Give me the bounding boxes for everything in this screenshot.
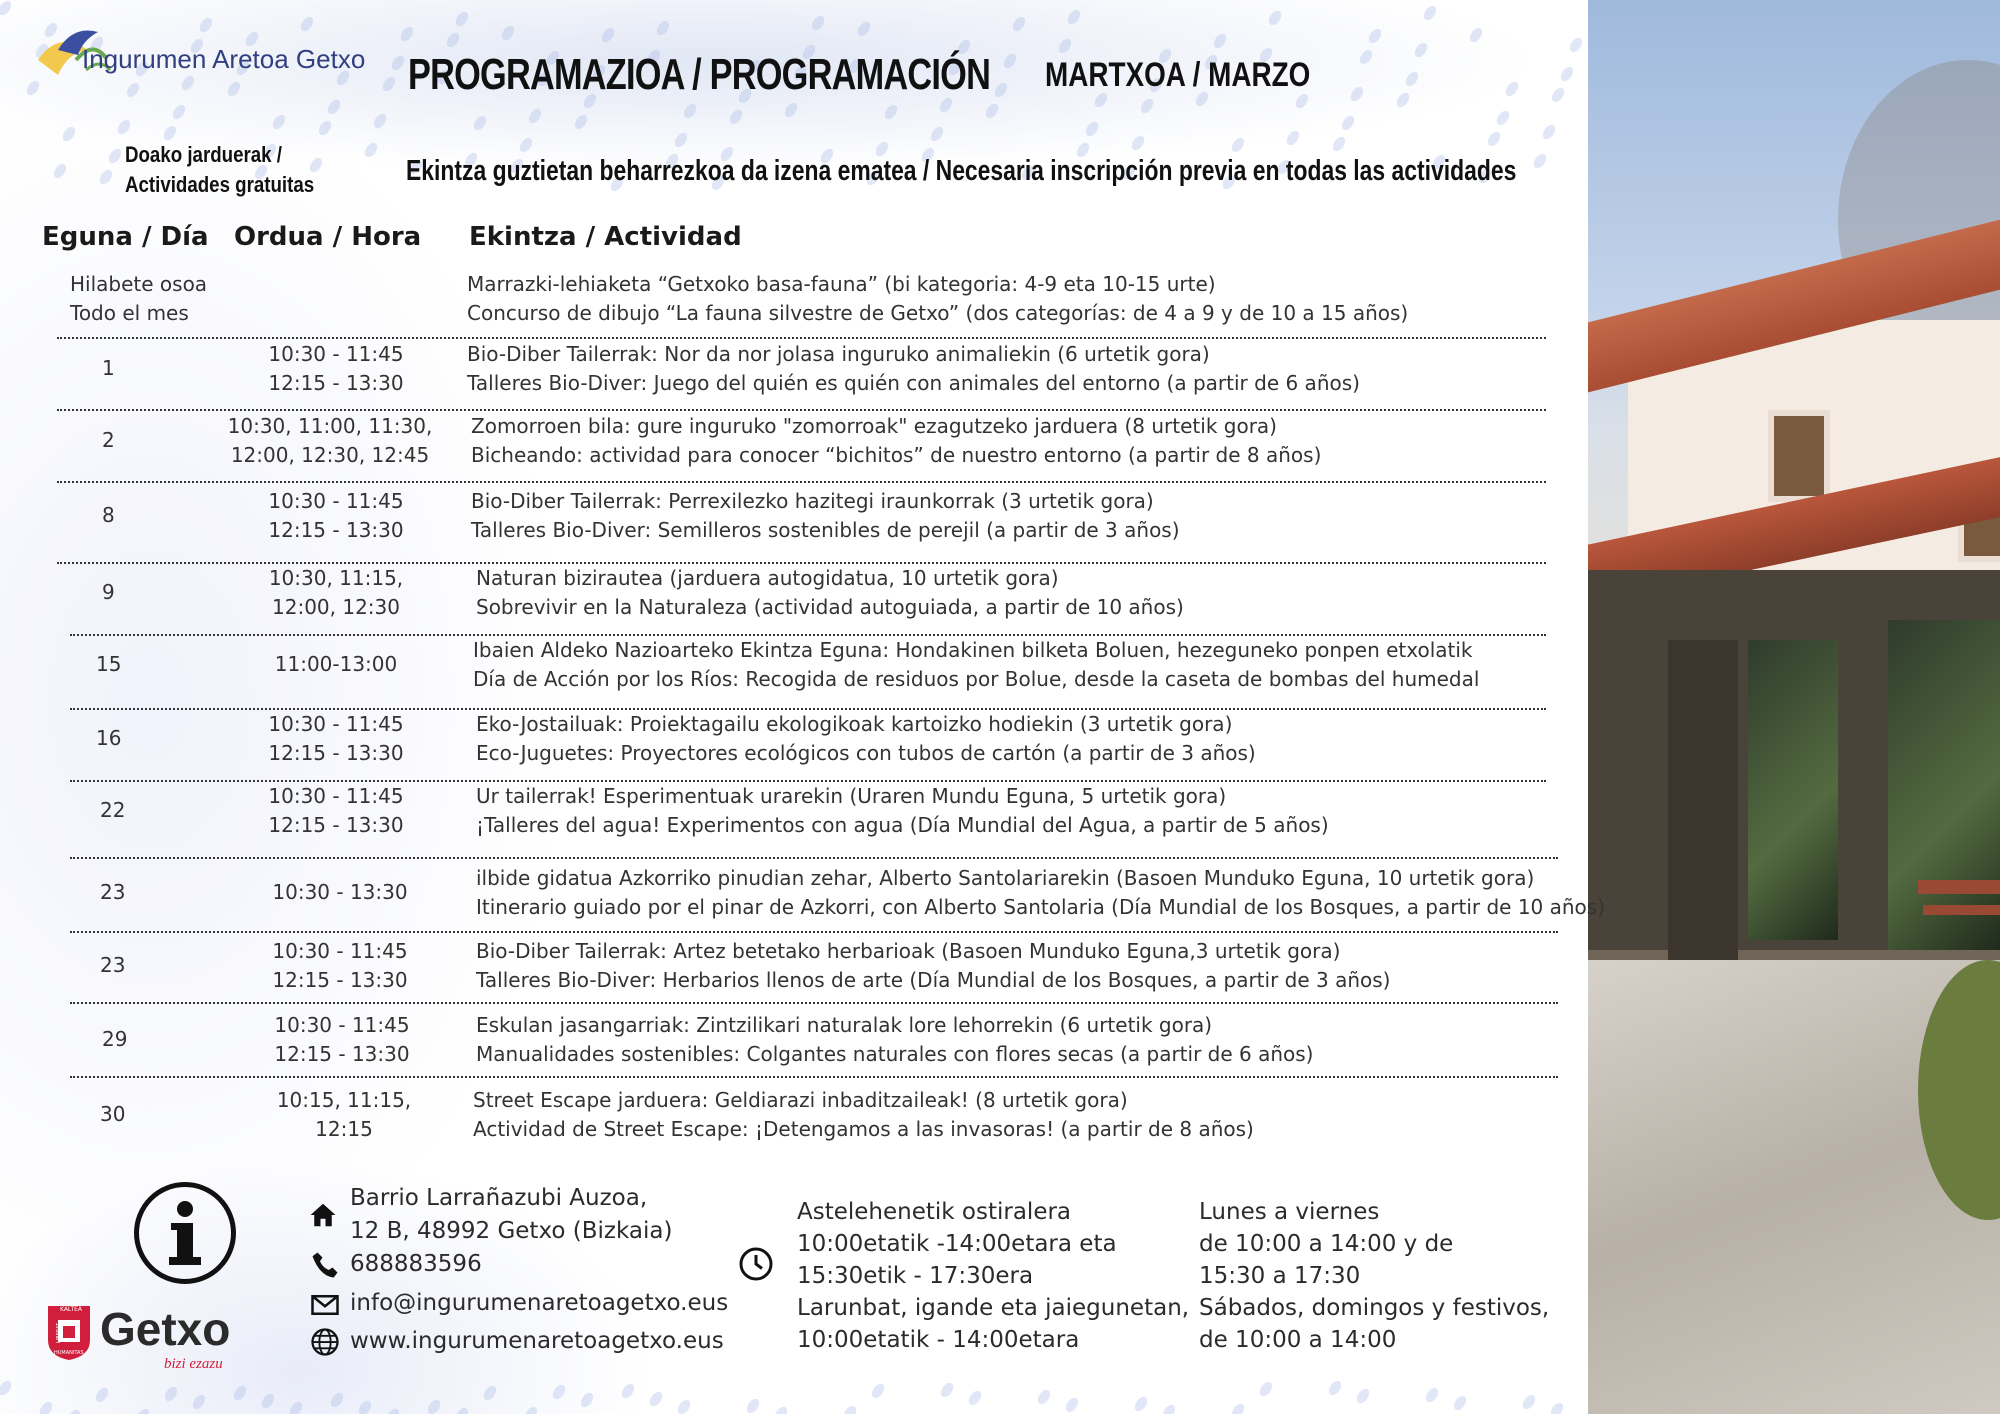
day-cell: [102, 1025, 127, 1054]
day-line-1: 22: [100, 798, 126, 822]
table-row: [0, 487, 1588, 551]
logo-text: Ingurumen Aretoa Getxo: [82, 44, 366, 74]
activity-cell: [471, 412, 1321, 470]
pattern-dot: [398, 25, 415, 44]
hours-es-1: Lunes a viernes: [1199, 1199, 1380, 1225]
hours-eu-4: Larunbat, igande eta jaiegunetan,: [797, 1295, 1190, 1321]
pattern-dot: [526, 107, 543, 126]
hour-line-1: 10:30, 11:00, 11:30,: [227, 414, 433, 438]
pattern-dot: [1485, 130, 1502, 149]
pattern-dot: [444, 31, 461, 50]
day-cell: [102, 578, 115, 607]
pattern-dot: [744, 1397, 761, 1414]
activity-spanish: Concurso de dibujo “La fauna silvestre de Getxo” (dos categorías: de 4 a 9 y de 10 a 15 años): [467, 301, 1409, 325]
pattern-dot: [1423, 1386, 1440, 1405]
pattern-dot: [106, 147, 123, 166]
pattern-dot: [371, 112, 388, 131]
pattern-dot: [1211, 32, 1228, 51]
table-row: [0, 1086, 1588, 1150]
hour-cell: [216, 340, 456, 398]
pattern-dot: [325, 98, 342, 117]
hour-line-2: 12:15 - 13:30: [268, 371, 404, 395]
pattern-dot: [481, 1384, 498, 1403]
hour-line-1: 11:00-13:00: [274, 652, 398, 676]
activity-basque: Bio-Diber Tailerrak: Nor da nor jolasa inguruko animaliekin (6 urtetik gora): [467, 342, 1210, 366]
free-activities-line-2: Actividades gratuitas: [125, 172, 315, 197]
pattern-dot: [572, 113, 589, 132]
pattern-dot: [1065, 8, 1082, 27]
activity-spanish: Talleres Bio-Diver: Semilleros sostenibles de perejil (a partir de 3 años): [471, 518, 1180, 542]
pattern-dot: [522, 1405, 539, 1414]
pattern-dot: [170, 103, 187, 122]
shield-text-2: LIBERAT: [56, 1322, 63, 1344]
day-cell: [102, 501, 115, 530]
hour-cell: [220, 878, 460, 907]
pattern-dot: [362, 141, 379, 160]
pattern-dot: [134, 1407, 151, 1414]
pattern-dot: [471, 114, 488, 133]
activity-basque: Ur tailerrak! Esperimentuak urarekin (Uraren Mundu Eguna, 5 urtetik gora): [476, 784, 1227, 808]
email-link[interactable]: info@ingurumenaretoagetxo.eus: [350, 1290, 729, 1316]
pattern-dot: [316, 119, 333, 138]
activity-cell: [476, 1011, 1313, 1069]
pattern-dot: [1229, 1402, 1246, 1414]
activity-basque: Street Escape jarduera: Geldiarazi inbaditzaileak! (8 urtetik gora): [473, 1088, 1128, 1112]
hours-es-2: de 10:00 a 14:00 y de: [1199, 1231, 1454, 1257]
free-activities-label: [125, 140, 314, 200]
table-row: [0, 937, 1588, 1001]
activity-spanish: Bicheando: actividad para conocer “bichitos” de nuestro entorno (a partir de 8 años): [471, 443, 1322, 467]
hour-cell: [216, 782, 456, 840]
row-separator: [70, 708, 1546, 710]
day-cell: [100, 1100, 125, 1129]
hours-eu-1: Astelehenetik ostiralera: [797, 1199, 1072, 1225]
pattern-dot: [1266, 9, 1283, 28]
activity-cell: [471, 487, 1180, 545]
row-separator: [70, 780, 1546, 782]
pattern-dot: [647, 1390, 664, 1409]
pattern-dot: [675, 1398, 692, 1414]
row-separator: [70, 634, 1546, 636]
activity-cell: [467, 340, 1360, 398]
pattern-dot: [1160, 1403, 1177, 1414]
hour-line-1: 10:30 - 11:45: [272, 939, 408, 963]
day-cell: [96, 724, 121, 753]
hours-eu-3: 15:30etik - 17:30era: [797, 1263, 1034, 1289]
activity-spanish: ¡Talleres del agua! Experimentos con agua (Día Mundial del Agua, a partir de 5 años): [476, 813, 1329, 837]
pattern-dot: [1348, 85, 1365, 104]
hour-line-1: 10:30 - 11:45: [268, 489, 404, 513]
pattern-dot: [115, 118, 132, 137]
pattern-dot: [550, 1383, 567, 1402]
pattern-dot: [1001, 52, 1018, 71]
hours-eu-5: 10:00etatik - 14:00etara: [797, 1327, 1080, 1353]
pattern-dot: [259, 1392, 276, 1411]
pattern-dot: [1366, 27, 1383, 46]
pattern-dot: [231, 1384, 248, 1403]
column-header-activity: Ekintza / Actividad: [469, 222, 742, 252]
pattern-dot: [356, 1399, 373, 1414]
hour-line-2: 12:15 - 13:30: [268, 813, 404, 837]
row-separator: [57, 337, 1546, 339]
mail-icon: [310, 1290, 340, 1320]
pattern-dot: [1326, 1379, 1343, 1398]
pattern-dot: [389, 54, 406, 73]
day-line-1: 1: [102, 356, 115, 380]
pattern-dot: [882, 103, 899, 122]
day-line-1: 8: [102, 503, 115, 527]
activity-spanish: Eco-Juguetes: Proyectores ecológicos con tubos de cartón (a partir de 3 años): [476, 741, 1256, 765]
activity-spanish: Actividad de Street Escape: ¡Detengamos a las invasoras! (a partir de 8 años): [473, 1117, 1254, 1141]
row-separator: [70, 857, 1558, 859]
day-cell: [100, 878, 125, 907]
pattern-dot: [453, 1406, 470, 1414]
pattern-dot: [65, 1408, 82, 1414]
hour-line-1: 10:15, 11:15,: [276, 1088, 412, 1112]
hour-line-1: 10:30, 11:15,: [268, 566, 404, 590]
address-line-1: Barrio Larrañazubi Auzoa,: [350, 1185, 648, 1211]
hour-cell: [216, 650, 456, 679]
hour-line-2: 12:15 - 13:30: [274, 1042, 410, 1066]
hour-line-1: 10:30 - 11:45: [268, 712, 404, 736]
hours-es-5: de 10:00 a 14:00: [1199, 1327, 1397, 1353]
globe-icon: [310, 1327, 340, 1357]
hour-line-2: 12:15 - 13:30: [268, 518, 404, 542]
activity-basque: ilbide gidatua Azkorriko pinudian zehar, Alberto Santolariarekin (Basoen Munduko Eguna, 10 urtetik gora): [476, 866, 1535, 890]
getxo-logo: [46, 1300, 246, 1380]
pattern-dot: [328, 1391, 345, 1410]
clock-icon: [738, 1246, 774, 1282]
table-row: [0, 340, 1588, 404]
day-line-1: 23: [100, 880, 126, 904]
table-row: [0, 710, 1588, 774]
pattern-dot: [841, 1404, 858, 1414]
hour-line-2: 12:15 - 13:30: [268, 741, 404, 765]
day-line-1: 16: [96, 726, 122, 750]
row-separator: [70, 1076, 1558, 1078]
activity-basque: Marrazki-lehiaketa “Getxoko basa-fauna” (bi kategoria: 4-9 eta 10-15 urte): [467, 272, 1216, 296]
pattern-dot: [1567, 36, 1584, 55]
day-cell: [70, 270, 207, 328]
pattern-dot: [928, 125, 945, 144]
pattern-dot: [992, 81, 1009, 100]
activity-spanish: Talleres Bio-Diver: Juego del quién es quién con animales del entorno (a partir de 6 años): [467, 371, 1360, 395]
day-line-1: 23: [100, 953, 126, 977]
table-row: [0, 636, 1588, 700]
activity-cell: [476, 782, 1329, 840]
day-line-1: 15: [96, 652, 122, 676]
activity-cell: [473, 636, 1479, 694]
day-cell: [100, 951, 125, 980]
pattern-dot: [384, 1407, 401, 1414]
activity-spanish: Día de Acción por los Ríos: Recogida de residuos por Bolue, desde la caseta de bombas del humedal: [473, 667, 1480, 691]
pattern-dot: [1284, 129, 1301, 148]
pattern-dot: [97, 168, 114, 187]
pattern-dot: [1548, 1401, 1565, 1414]
column-header-hour: Ordua / Hora: [234, 222, 422, 252]
hour-line-1: 10:30 - 11:45: [268, 342, 404, 366]
pattern-dot: [1412, 41, 1429, 60]
day-cell: [96, 650, 121, 679]
getxo-slogan: bizi ezazu: [164, 1356, 223, 1372]
pattern-dot: [499, 24, 516, 43]
pattern-dot: [1229, 136, 1246, 155]
activity-cell: [476, 710, 1256, 768]
pattern-dot: [578, 1391, 595, 1410]
pattern-dot: [1063, 1396, 1080, 1414]
activity-basque: Bio-Diber Tailerrak: Artez betetako herbarioak (Basoen Munduko Eguna,3 urtetik gora): [476, 939, 1341, 963]
pattern-dot: [983, 102, 1000, 121]
hour-line-1: 10:30 - 11:45: [274, 1013, 410, 1037]
pattern-dot: [287, 1400, 304, 1414]
hours-es-3: 15:30 a 17:30: [1199, 1263, 1361, 1289]
hour-cell: [224, 1086, 464, 1144]
day-line-2: Todo el mes: [70, 301, 189, 325]
row-separator: [70, 931, 1558, 933]
pattern-dot: [938, 1381, 955, 1400]
pattern-dot: [1403, 70, 1420, 89]
page-title: PROGRAMAZIOA / PROGRAMACIÓN: [408, 50, 991, 99]
pattern-dot: [1035, 1388, 1052, 1407]
pattern-dot: [1330, 135, 1347, 154]
activity-cell: [476, 937, 1390, 995]
pattern-dot: [1558, 65, 1575, 84]
pattern-dot: [453, 10, 470, 29]
hour-line-2: 12:00, 12:30: [272, 595, 400, 619]
pattern-dot: [809, 14, 826, 33]
pattern-dot: [619, 1382, 636, 1401]
activity-basque: Eko-Jostailuak: Proiektagailu ekologikoak kartoizko hodiekin (3 urtetik gora): [476, 712, 1233, 736]
activity-cell: [476, 864, 1605, 922]
shield-text-3: HUMANITAS: [54, 1350, 84, 1356]
activity-spanish: Itinerario guiado por el pinar de Azkorri, con Alberto Santolaria (Día Mundial de los Bosques, a partir de 10 años): [476, 895, 1606, 919]
activity-spanish: Talleres Bio-Diver: Herbarios llenos de arte (Día Mundial de los Bosques, a partir de 3 años): [476, 968, 1391, 992]
shield-text-1: KALTEA: [60, 1306, 83, 1313]
info-icon: [134, 1182, 236, 1284]
pattern-dot: [599, 26, 616, 45]
pattern-dot: [517, 136, 534, 155]
activity-basque: Naturan bizirautea (jarduera autogidatua, 10 urtetik gora): [476, 566, 1059, 590]
pattern-dot: [0, 1379, 14, 1398]
pattern-dot: [681, 102, 698, 121]
hour-line-2: 12:00, 12:30, 12:45: [230, 443, 430, 467]
pattern-dot: [1257, 1380, 1274, 1399]
table-row: [0, 864, 1606, 928]
day-line-1: 29: [102, 1027, 128, 1051]
hour-line-1: 10:30 - 13:30: [272, 880, 408, 904]
activity-basque: Eskulan jasangarriak: Zintzilikari naturalak lore lehorrekin (6 urtetik gora): [476, 1013, 1213, 1037]
pattern-dot: [1540, 123, 1557, 142]
building-photo: [1588, 0, 2000, 1414]
activity-basque: Bio-Diber Tailerrak: Perrexilezko hazitegi iraunkorrak (3 urtetik gora): [471, 489, 1154, 513]
pattern-dot: [425, 1398, 442, 1414]
pattern-dot: [1394, 91, 1411, 110]
phone-icon: [310, 1250, 340, 1280]
pattern-dot: [1056, 37, 1073, 56]
pattern-dot: [1083, 120, 1100, 139]
day-line-1: 2: [102, 428, 115, 452]
pattern-dot: [1339, 114, 1356, 133]
pattern-dot: [1549, 86, 1566, 105]
free-activities-line-1: Doako jarduerak /: [125, 142, 282, 167]
day-line-1: 30: [100, 1102, 126, 1126]
pattern-dot: [1129, 134, 1146, 153]
day-line-1: Hilabete osoa: [70, 272, 208, 296]
pattern-dot: [1132, 1395, 1149, 1414]
getxo-wordmark: Getxo: [100, 1303, 231, 1355]
activity-basque: Zomorroen bila: gure inguruko "zomorroak" ezagutzeko jarduera (8 urtetik gora): [471, 414, 1277, 438]
day-cell: [102, 426, 115, 455]
hour-line-1: 10:30 - 11:45: [268, 784, 404, 808]
pattern-dot: [966, 1389, 983, 1408]
hour-cell: [222, 1011, 462, 1069]
website-link[interactable]: www.ingurumenaretoagetxo.eus: [350, 1328, 724, 1354]
hours-eu-2: 10:00etatik -14:00etara eta: [797, 1231, 1117, 1257]
pattern-dot: [1531, 152, 1548, 171]
pattern-dot: [654, 19, 671, 38]
row-separator: [57, 409, 1546, 411]
pattern-dot: [380, 75, 397, 94]
activity-cell: [476, 564, 1184, 622]
table-row: [0, 412, 1588, 476]
pattern-dot: [1354, 1387, 1371, 1406]
address-line-2: 12 B, 48992 Getxo (Bizkaia): [350, 1218, 673, 1244]
phone-number[interactable]: 688883596: [350, 1251, 482, 1277]
column-header-day: Eguna / Día: [42, 222, 209, 252]
pattern-dot: [1010, 15, 1027, 34]
hour-cell: [210, 412, 450, 470]
row-separator: [57, 562, 1546, 564]
pattern-dot: [37, 1400, 54, 1414]
hours-es-4: Sábados, domingos y festivos,: [1199, 1295, 1550, 1321]
table-row: [0, 1011, 1588, 1075]
home-icon: [308, 1200, 338, 1230]
hour-cell: [220, 937, 460, 995]
row-separator: [70, 1002, 1558, 1004]
hour-line-2: 12:15: [315, 1117, 373, 1141]
pattern-dot: [855, 20, 872, 39]
activity-cell: [473, 1086, 1254, 1144]
pattern-dot: [162, 1385, 179, 1404]
row-separator: [57, 481, 1546, 483]
pattern-dot: [1421, 4, 1438, 23]
hour-cell: [216, 710, 456, 768]
pattern-dot: [60, 125, 77, 144]
activity-cell: [467, 270, 1408, 328]
pattern-dot: [1503, 80, 1520, 99]
day-cell: [102, 354, 115, 383]
hour-cell: [216, 564, 456, 622]
registration-notice: Ekintza guztietan beharrezkoa da izena ematea / Necesaria inscripción previa en todas las actividades: [406, 155, 1517, 187]
pattern-dot: [0, 0, 14, 17]
pattern-dot: [1357, 48, 1374, 67]
hour-line-2: 12:15 - 13:30: [272, 968, 408, 992]
pattern-dot: [1467, 26, 1484, 45]
table-row: [0, 782, 1588, 846]
pattern-dot: [782, 101, 799, 120]
activity-spanish: Sobrevivir en la Naturaleza (actividad autoguiada, a partir de 10 años): [476, 595, 1184, 619]
pattern-dot: [1520, 1393, 1537, 1412]
pattern-dot: [1138, 97, 1155, 116]
activity-basque: Ibaien Aldeko Nazioarteko Ekintza Eguna: Hondakinen bilketa Boluen, hezeguneko ponpen etxolatik: [473, 638, 1473, 662]
pattern-dot: [1494, 109, 1511, 128]
pattern-dot: [869, 1382, 886, 1401]
pattern-dot: [270, 113, 287, 132]
pattern-dot: [51, 162, 68, 181]
month-label: MARTXOA / MARZO: [1045, 56, 1311, 94]
pattern-dot: [772, 1405, 789, 1414]
pattern-dot: [190, 1393, 207, 1412]
pattern-dot: [1451, 1394, 1468, 1413]
day-line-1: 9: [102, 580, 115, 604]
day-cell: [100, 796, 125, 825]
pattern-dot: [93, 1386, 110, 1405]
table-row: [0, 270, 1588, 334]
pattern-dot: [672, 131, 689, 150]
activity-spanish: Manualidades sostenibles: Colgantes naturales con flores secas (a partir de 6 años): [476, 1042, 1314, 1066]
table-row: [0, 564, 1588, 628]
hour-cell: [216, 487, 456, 545]
pattern-dot: [727, 108, 744, 127]
